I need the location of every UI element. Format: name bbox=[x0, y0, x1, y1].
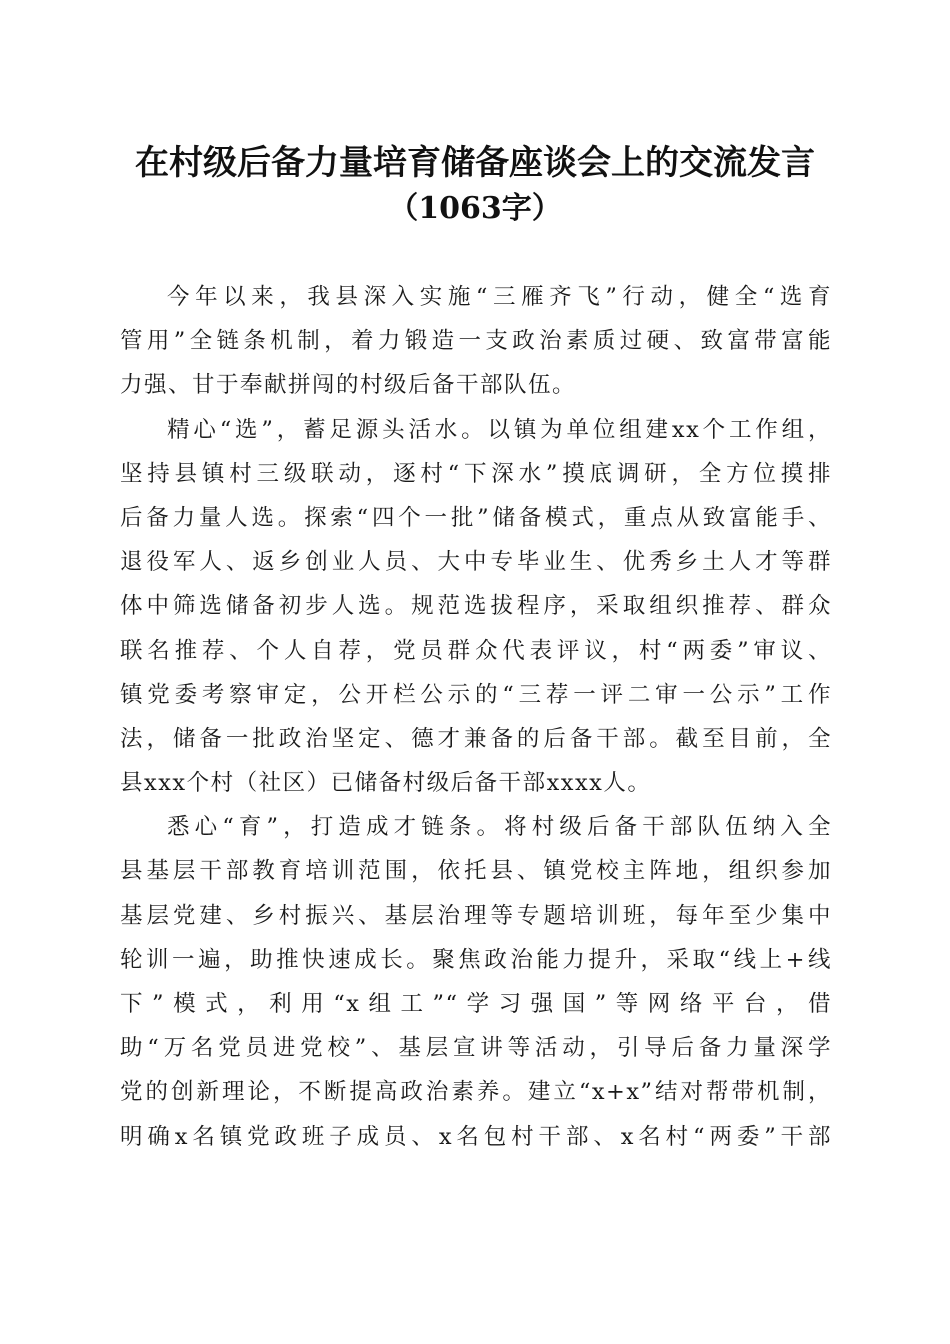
paragraph-3-line-3: 基层党建、乡村振兴、基层治理等专题培训班，每年至少集中 bbox=[120, 902, 832, 929]
paragraph-2-line-1: 精心“选”，蓄足源头活水。以镇为单位组建xx个工作组， bbox=[167, 416, 832, 443]
paragraph-3-line-6: 助“万名党员进党校”、基层宣讲等活动，引导后备力量深学 bbox=[120, 1035, 832, 1062]
paragraph-3-line-5: 下”模式，利用“x组工”“学习强国”等网络平台，借 bbox=[120, 991, 832, 1017]
paragraph-3-line-7: 党的创新理论，不断提高政治素养。建立“x+x”结对帮带机制， bbox=[120, 1079, 832, 1106]
paragraph-1-line-2: 管用”全链条机制，着力锻造一支政治素质过硬、致富带富能 bbox=[120, 328, 832, 355]
paragraph-2-line-8: 法，储备一批政治坚定、德才兼备的后备干部。截至目前，全 bbox=[120, 725, 832, 752]
paragraph-3-line-2: 县基层干部教育培训范围，依托县、镇党校主阵地，组织参加 bbox=[120, 858, 832, 885]
paragraph-2-line-5: 体中筛选储备初步人选。规范选拔程序，采取组织推荐、群众 bbox=[120, 593, 832, 620]
paragraph-3-line-4: 轮训一遍，助推快速成长。聚焦政治能力提升，采取“线上+线 bbox=[120, 946, 832, 973]
paragraph-1-line-1: 今年以来，我县深入实施“三雁齐飞”行动，健全“选育 bbox=[167, 284, 832, 310]
paragraph-2-line-2: 坚持县镇村三级联动，逐村“下深水”摸底调研，全方位摸排 bbox=[120, 460, 832, 487]
paragraph-2-line-6: 联名推荐、个人自荐，党员群众代表评议，村“两委”审议、 bbox=[120, 637, 832, 664]
paragraph-3-line-1: 悉心“育”，打造成才链条。将村级后备干部队伍纳入全 bbox=[167, 814, 832, 841]
paragraph-2-line-3: 后备力量人选。探索“四个一批”储备模式，重点从致富能手、 bbox=[120, 504, 832, 531]
paragraph-2-line-4: 退役军人、返乡创业人员、大中专毕业生、优秀乡土人才等群 bbox=[120, 549, 832, 576]
document-word-count: （1063字） bbox=[388, 191, 562, 226]
paragraph-1-line-3: 力强、甘于奉献拼闯的村级后备干部队伍。 bbox=[120, 372, 577, 399]
document-title: 在村级后备力量培育储备座谈会上的交流发言 bbox=[135, 143, 815, 183]
document-body bbox=[120, 275, 832, 1159]
paragraph-2-line-7: 镇党委考察审定，公开栏公示的“三荐一评二审一公示”工作 bbox=[120, 681, 832, 708]
paragraph-2-line-9: 县xxx个村（社区）已储备村级后备干部xxxx人。 bbox=[120, 770, 652, 797]
paragraph-3-line-8: 明确x名镇党政班子成员、x名包村干部、x名村“两委”干部 bbox=[120, 1123, 832, 1150]
